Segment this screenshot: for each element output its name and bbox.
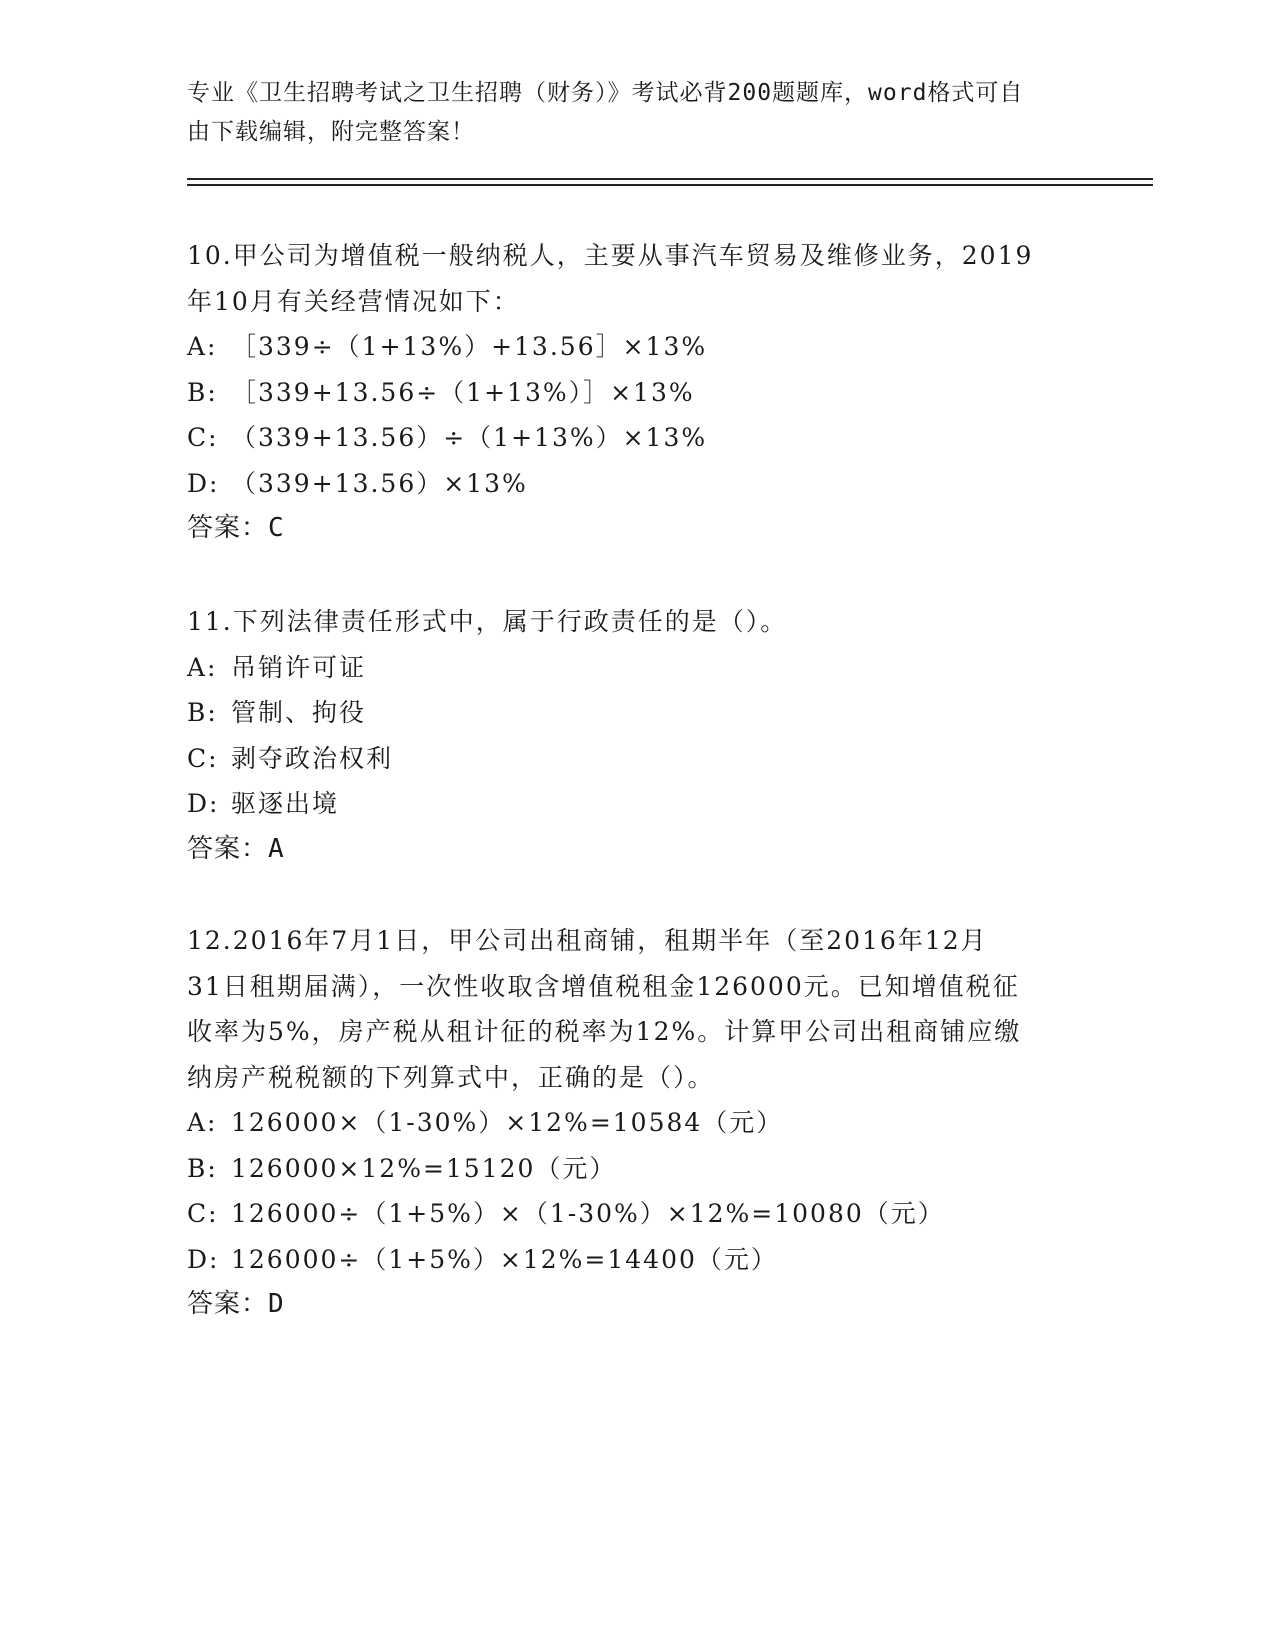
option-text: ［339+13.56÷（1+13%）］×13%	[231, 377, 695, 407]
header-line-1: 专业《卫生招聘考试之卫生招聘（财务）》考试必背200题题库，word格式可自	[187, 80, 1024, 106]
option-d	[187, 1237, 1087, 1283]
answer-line: 答案：A	[187, 833, 285, 864]
option-d	[187, 781, 1087, 827]
answer-line: 答案：C	[187, 513, 285, 543]
question-stem	[187, 918, 1087, 1100]
question-10	[187, 233, 1087, 552]
option-text: （339+13.56）×13%	[231, 468, 528, 498]
option-letter: D:	[187, 468, 220, 498]
question-12	[187, 918, 1087, 1328]
option-text: 126000÷（1+5%）×（1-30%）×12%=10080（元）	[231, 1199, 945, 1228]
stem-line: 收率为5%，房产税从租计征的税率为12%。计算甲公司出租商铺应缴	[187, 1017, 1022, 1046]
header-divider-top	[187, 178, 1153, 180]
option-letter: D:	[187, 789, 220, 818]
option-letter: C:	[187, 423, 219, 452]
question-stem	[187, 233, 1087, 324]
option-text: 126000÷（1+5%）×12%=14400（元）	[231, 1244, 778, 1274]
option-letter: B:	[187, 1153, 218, 1183]
option-letter: A:	[187, 1108, 218, 1137]
option-letter: C:	[187, 743, 219, 773]
option-text: 管制、拘役	[231, 698, 367, 727]
question-11	[187, 599, 1087, 872]
option-letter: D:	[187, 1244, 220, 1274]
option-text: 126000×（1-30%）×12%=10584（元）	[231, 1108, 784, 1137]
stem-line: 11.下列法律责任形式中，属于行政责任的是（）。	[187, 607, 788, 636]
option-b	[187, 690, 1087, 736]
option-b	[187, 370, 1087, 416]
stem-line: 10.甲公司为增值税一般纳税人，主要从事汽车贸易及维修业务，2019	[187, 241, 1034, 270]
option-letter: C:	[187, 1199, 219, 1228]
option-text: （339+13.56）÷（1+13%）×13%	[231, 423, 708, 452]
option-d	[187, 461, 1087, 507]
option-letter: A:	[187, 332, 218, 361]
option-text: ［339÷（1+13%）+13.56］×13%	[231, 332, 708, 361]
option-letter: A:	[187, 652, 218, 682]
document-header	[187, 74, 1067, 152]
option-c	[187, 415, 1087, 461]
option-text: 驱逐出境	[231, 789, 340, 818]
option-c	[187, 1191, 1087, 1237]
header-line-2: 由下载编辑，附完整答案！	[187, 119, 475, 145]
question-stem	[187, 599, 1087, 645]
option-text: 126000×12%=15120（元）	[231, 1153, 617, 1183]
option-text: 吊销许可证	[231, 652, 367, 682]
option-letter: B:	[187, 698, 218, 727]
stem-line: 年10月有关经营情况如下：	[187, 286, 520, 316]
option-letter: B:	[187, 377, 218, 407]
stem-line: 31日租期届满），一次性收取含增值税租金126000元。已知增值税征	[187, 971, 1020, 1001]
stem-line: 12.2016年7月1日，甲公司出租商铺，租期半年（至2016年12月	[187, 926, 988, 955]
option-b	[187, 1146, 1087, 1192]
option-a	[187, 645, 1087, 691]
option-a	[187, 324, 1087, 370]
answer-line: 答案：D	[187, 1289, 285, 1319]
option-a	[187, 1100, 1087, 1146]
stem-line: 纳房产税税额的下列算式中，正确的是（）。	[187, 1062, 715, 1092]
header-divider-bottom	[187, 184, 1153, 186]
option-text: 剥夺政治权利	[231, 743, 394, 773]
option-c	[187, 736, 1087, 782]
